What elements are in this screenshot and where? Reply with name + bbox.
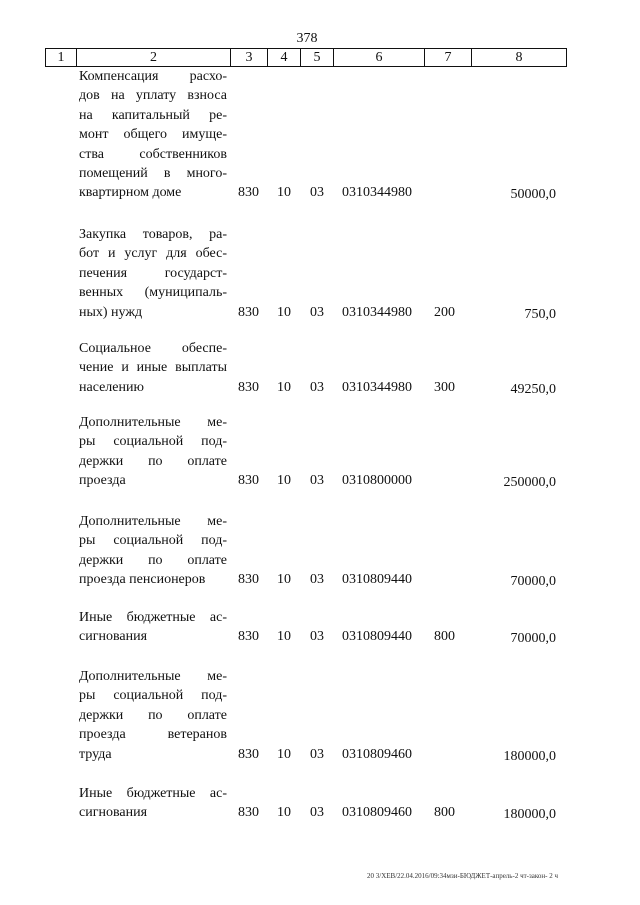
- cell-c5: 03: [310, 572, 324, 588]
- description-line: держки по оплате: [79, 707, 227, 723]
- cell-c4: 10: [277, 746, 291, 762]
- row-description: [79, 608, 227, 647]
- cell-c4: 10: [277, 572, 291, 588]
- cell-c4: 10: [277, 805, 291, 821]
- description-line: бот и услуг для обес-: [79, 246, 227, 262]
- cell-c8: 180000,0: [503, 748, 556, 764]
- page-number: 378: [296, 31, 318, 46]
- column-header-5: 5: [301, 49, 334, 67]
- cell-c7: 800: [434, 805, 455, 821]
- cell-c3: 830: [238, 379, 259, 395]
- column-header-8: 8: [472, 49, 567, 67]
- cell-c5: 03: [310, 805, 324, 821]
- description-line: ных) нужд: [79, 304, 143, 320]
- description-line: квартирном доме: [79, 185, 182, 201]
- cell-c5: 03: [310, 379, 324, 395]
- description-line: монт общего имуще-: [79, 127, 227, 143]
- column-header-1: 1: [46, 49, 77, 67]
- cell-c5: 03: [310, 185, 324, 201]
- cell-c5: 03: [310, 304, 324, 320]
- row-description: [79, 67, 227, 203]
- description-line: ры социальной под-: [79, 434, 227, 450]
- cell-c3: 830: [238, 185, 259, 201]
- description-line: ры социальной под-: [79, 688, 227, 704]
- description-line: ры социальной под-: [79, 533, 227, 549]
- cell-c7: 200: [434, 304, 455, 320]
- cell-c5: 03: [310, 746, 324, 762]
- column-header-2: 2: [77, 49, 231, 67]
- description-line: держки по оплате: [79, 453, 227, 469]
- footer-note: 20 3/ХЕВ/22.04.2016/09:34мзи-БЮДЖЕТ-апрель-2 чт-закон- 2 ч: [367, 872, 558, 880]
- description-line: помещений в много-: [79, 166, 227, 182]
- row-description: [79, 225, 227, 322]
- cell-c8: 250000,0: [503, 475, 556, 491]
- row-description: [79, 512, 227, 590]
- description-line: Компенсация расхо-: [79, 69, 227, 84]
- cell-c4: 10: [277, 473, 291, 489]
- cell-c6: 0310344980: [342, 379, 412, 395]
- row-description: [79, 784, 227, 823]
- column-header-4: 4: [268, 49, 301, 67]
- description-line: Иные бюджетные ас-: [79, 786, 227, 801]
- cell-c5: 03: [310, 473, 324, 489]
- cell-c8: 50000,0: [510, 187, 556, 203]
- cell-c4: 10: [277, 304, 291, 320]
- cell-c6: 0310344980: [342, 185, 412, 201]
- cell-c6: 0310809440: [342, 629, 412, 645]
- description-line: Дополнительные ме-: [79, 514, 227, 529]
- description-line: Дополнительные ме-: [79, 669, 227, 684]
- cell-c3: 830: [238, 473, 259, 489]
- description-line: сигнования: [79, 629, 148, 645]
- cell-c4: 10: [277, 379, 291, 395]
- description-line: населению: [79, 379, 144, 395]
- column-header-table: [45, 48, 567, 67]
- cell-c8: 750,0: [524, 306, 556, 322]
- cell-c7: 300: [434, 379, 455, 395]
- cell-c8: 180000,0: [503, 807, 556, 823]
- cell-c3: 830: [238, 629, 259, 645]
- description-line: Дополнительные ме-: [79, 415, 227, 430]
- description-line: венных (муниципаль-: [79, 285, 227, 301]
- cell-c6: 0310344980: [342, 304, 412, 320]
- description-line: на капитальный ре-: [79, 107, 227, 123]
- cell-c4: 10: [277, 629, 291, 645]
- cell-c7: 800: [434, 629, 455, 645]
- description-line: ства собственников: [79, 146, 227, 162]
- column-header-7: 7: [425, 49, 472, 67]
- description-line: проезда пенсионеров: [79, 572, 206, 588]
- cell-c8: 70000,0: [510, 631, 556, 647]
- column-header-3: 3: [231, 49, 268, 67]
- column-header-6: 6: [334, 49, 425, 67]
- description-line: печения государст-: [79, 265, 227, 281]
- description-line: сигнования: [79, 805, 148, 821]
- cell-c5: 03: [310, 629, 324, 645]
- row-description: [79, 667, 227, 764]
- description-line: Закупка товаров, ра-: [79, 227, 227, 242]
- cell-c6: 0310809460: [342, 746, 412, 762]
- description-line: Иные бюджетные ас-: [79, 610, 227, 625]
- cell-c8: 70000,0: [510, 574, 556, 590]
- description-line: проезда ветеранов: [79, 727, 227, 743]
- row-description: [79, 339, 227, 397]
- description-line: держки по оплате: [79, 552, 227, 568]
- cell-c4: 10: [277, 185, 291, 201]
- cell-c6: 0310800000: [342, 473, 412, 489]
- description-line: чение и иные выплаты: [79, 360, 227, 376]
- cell-c3: 830: [238, 746, 259, 762]
- description-line: Социальное обеспе-: [79, 341, 227, 356]
- row-description: [79, 413, 227, 491]
- cell-c8: 49250,0: [510, 381, 556, 397]
- cell-c6: 0310809440: [342, 572, 412, 588]
- description-line: дов на уплату взноса: [79, 88, 227, 104]
- description-line: труда: [79, 746, 112, 762]
- cell-c3: 830: [238, 304, 259, 320]
- cell-c3: 830: [238, 805, 259, 821]
- description-line: проезда: [79, 473, 126, 489]
- cell-c6: 0310809460: [342, 805, 412, 821]
- cell-c3: 830: [238, 572, 259, 588]
